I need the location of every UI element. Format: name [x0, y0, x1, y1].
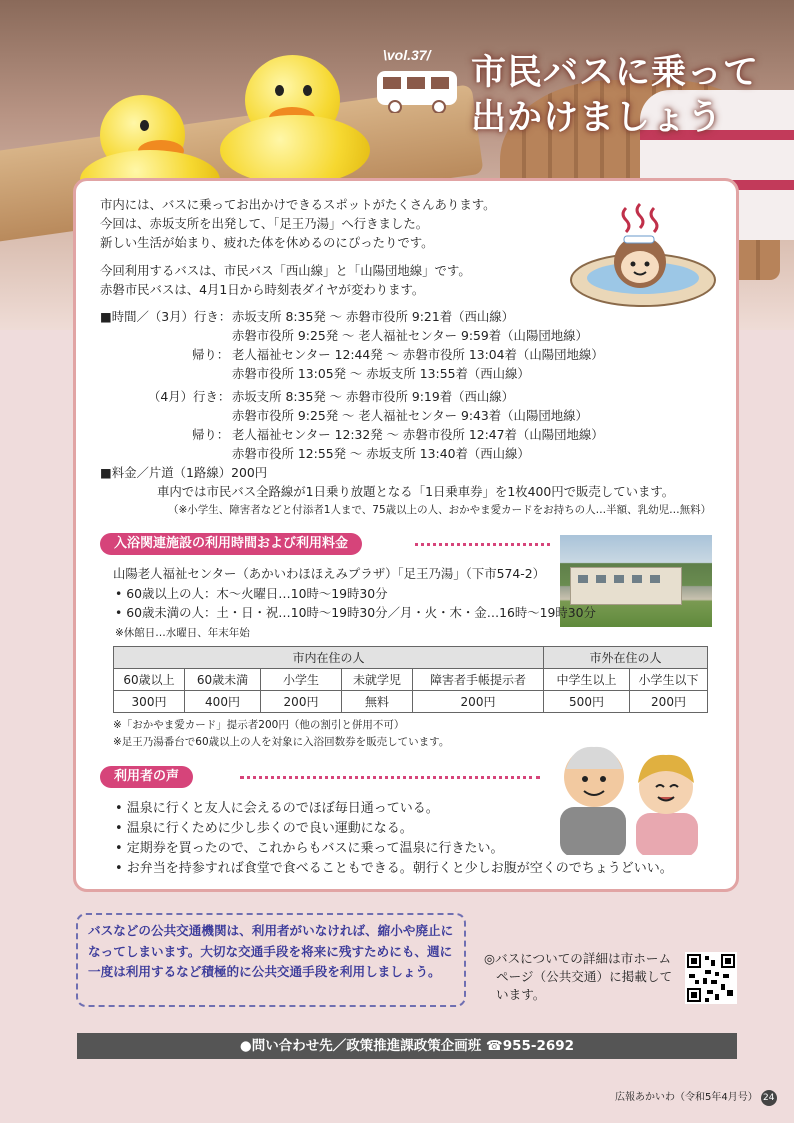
- hours-60-under: • 60歳未満の人：土・日・祝…10時～19時30分／月・火・木・金…16時～19時30分: [115, 605, 596, 620]
- fare-small-note: （※小学生、障害者などと付添者1人まで、75歳以上の人、おかやま愛カードをお持ちの人…半額、乳幼児…無料）: [168, 504, 712, 516]
- table-cell: 400円: [185, 691, 261, 713]
- heading-dots: [240, 776, 540, 779]
- voice-item-4: • お弁当を持参すれば食堂で食べることもできる。朝行くと少しお腹が空くのでちょうどいい。: [115, 861, 673, 876]
- homepage-note-1: ◎バスについての詳細は市ホーム: [484, 951, 672, 966]
- april-label: （4月）行き：: [148, 389, 231, 404]
- table-row: [114, 691, 708, 713]
- heading-dots: [415, 543, 550, 546]
- fee-table: [113, 646, 708, 713]
- public-transport-notice: バスなどの公共交通機関は、利用者がいなければ、縮小や廃止になってしまいます。大切な交通手段を将来に残すためにも、週に一度は利用するなど積極的に公共交通手段を利用しましょう。: [76, 913, 466, 1007]
- bath-note-2: ※足王乃湯番台で60歳以上の人を対象に入浴回数券を販売しています。: [113, 736, 450, 748]
- table-header: 未就学児: [342, 669, 413, 691]
- march-go-1: 赤坂支所 8:35発 ～ 赤磐市役所 9:21着（西山線）: [232, 309, 515, 324]
- table-cell: 無料: [342, 691, 413, 713]
- table-header: 中学生以上: [544, 669, 630, 691]
- table-header: 小学生: [261, 669, 342, 691]
- page-title-line1: 市民バスに乗って: [471, 53, 760, 93]
- fare-note: 車内では市民バス全路線が1日乗り放題となる「1日乗車券」を1枚400円で販売しています。: [157, 484, 675, 499]
- bath-section-heading: 入浴関連施設の利用時間および利用料金: [100, 533, 362, 555]
- april-return-label: 帰り：: [192, 427, 230, 442]
- table-header: 60歳以上: [114, 669, 185, 691]
- voice-item-1: • 温泉に行くと友人に会えるのでほぼ毎日通っている。: [115, 801, 439, 816]
- group-resident: 市内在住の人: [114, 647, 544, 669]
- page-number: [615, 1088, 777, 1106]
- voice-item-3: • 定期券を買ったので、これからもバスに乗って温泉に行きたい。: [115, 841, 504, 856]
- intro-line-1: 市内には、バスに乗ってお出かけできるスポットがたくさんあります。: [100, 197, 496, 212]
- bus-line-2: 赤磐市民バスは、4月1日から時刻表ダイヤが変わります。: [100, 282, 425, 297]
- homepage-note-3: います。: [496, 987, 546, 1002]
- table-header: 60歳未満: [185, 669, 261, 691]
- march-return-2: 赤磐市役所 13:05発 ～ 赤坂支所 13:55着（西山線）: [232, 366, 530, 381]
- publication-label: 広報あかいわ（令和5年4月号）: [615, 1092, 758, 1103]
- table-cell: 200円: [261, 691, 342, 713]
- april-go-1: 赤坂支所 8:35発 ～ 赤磐市役所 9:19着（西山線）: [232, 389, 515, 404]
- table-header: 小学生以下: [630, 669, 708, 691]
- facility-name: 山陽老人福祉センター（あかいわほほえみプラザ）「足王乃湯」（下市574-2）: [113, 566, 545, 581]
- schedule-label: ■時間／（3月）行き：: [100, 309, 232, 324]
- page-title-line2: 出かけましょう: [471, 98, 724, 138]
- closed-days: ※休館日…水曜日、年末年始: [115, 627, 250, 639]
- group-nonresident: 市外在住の人: [544, 647, 708, 669]
- homepage-note-2: ページ（公共交通）に掲載して: [496, 969, 673, 984]
- table-cell: 300円: [114, 691, 185, 713]
- qr-code[interactable]: [685, 952, 737, 1004]
- table-row: [114, 669, 708, 691]
- april-return-2: 赤磐市役所 12:55発 ～ 赤坂支所 13:40着（西山線）: [232, 446, 530, 461]
- bath-note-1: ※「おかやま愛カード」提示者200円（他の割引と併用不可）: [113, 719, 405, 731]
- page-num-badge: 24: [761, 1090, 777, 1106]
- bus-icon: [375, 69, 459, 113]
- hours-60-over: • 60歳以上の人：木～火曜日…10時～19時30分: [115, 586, 388, 601]
- march-go-2: 赤磐市役所 9:25発 ～ 老人福祉センター 9:59着（山陽団地線）: [232, 328, 588, 343]
- intro-line-2: 今回は、赤坂支所を出発して、「足王乃湯」へ行きました。: [100, 216, 429, 231]
- april-return-1: 老人福祉センター 12:32発 ～ 赤磐市役所 12:47着（山陽団地線）: [232, 427, 604, 442]
- duck-right-body: [220, 115, 370, 185]
- march-return-label: 帰り：: [192, 347, 230, 362]
- march-return-1: 老人福祉センター 12:44発 ～ 赤磐市役所 13:04着（山陽団地線）: [232, 347, 604, 362]
- voice-item-2: • 温泉に行くために少し歩くので良い運動になる。: [115, 821, 413, 836]
- table-cell: 500円: [544, 691, 630, 713]
- voices-heading: 利用者の声: [100, 766, 193, 788]
- table-cell: 200円: [630, 691, 708, 713]
- volume-label: \vol.37/: [383, 47, 431, 63]
- contact-footer: ●問い合わせ先／政策推進課政策企画班 ☎955-2692: [77, 1033, 737, 1059]
- april-go-2: 赤磐市役所 9:25発 ～ 老人福祉センター 9:43着（山陽団地線）: [232, 408, 588, 423]
- elderly-couple-illustration: [552, 735, 702, 855]
- fare-label: ■料金／片道（1路線）200円: [100, 465, 268, 480]
- bus-line-1: 今回利用するバスは、市民バス「西山線」と「山陽団地線」です。: [100, 263, 471, 278]
- table-header: 障害者手帳提示者: [413, 669, 544, 691]
- intro-line-3: 新しい生活が始まり、疲れた体を休めるのにぴったりです。: [100, 235, 434, 250]
- monkey-onsen-illustration: [568, 200, 718, 310]
- table-cell: 200円: [413, 691, 544, 713]
